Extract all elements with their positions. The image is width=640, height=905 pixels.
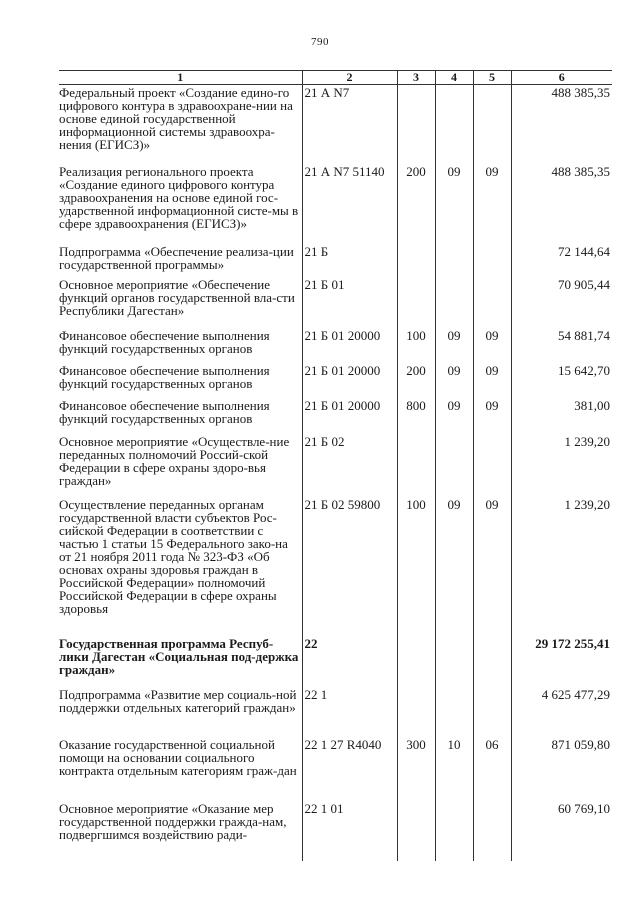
row-csr-code: 21 Б 02 59800 xyxy=(302,497,397,636)
row-vr-code: 100 xyxy=(397,497,435,636)
table-row xyxy=(59,687,612,737)
row-csr-code: 21 А N7 51140 xyxy=(302,164,397,244)
row-vr-code xyxy=(397,85,435,164)
row-name: Основное мероприятие «Обеспечение функций органов государственной вла-сти Республики Дагестан» xyxy=(59,276,295,318)
row-vr-code xyxy=(397,687,435,737)
row-vr-code: 200 xyxy=(397,164,435,244)
row-amount: 488 385,35 xyxy=(511,164,612,244)
table-row xyxy=(59,363,612,398)
table-row xyxy=(59,801,612,861)
row-name: Подпрограмма «Развитие мер социаль-ной поддержки отдельных категорий граждан» xyxy=(59,686,297,715)
table-row xyxy=(59,434,612,497)
row-name: Осуществление переданных органам государственной власти субъектов Рос-сийской Федерации в соответствии с частью 1 статьи 15 Федерального зако-на от 21 ноября 2011 года № 323-ФЗ «Об основах охраны здоровья граждан в Российской Федерации» полномочий Российской Федерации в сфере охраны здоровья xyxy=(59,496,288,616)
row-csr-code: 21 Б xyxy=(302,244,397,277)
table-row xyxy=(59,636,612,687)
table-row xyxy=(59,737,612,801)
row-vr-code: 100 xyxy=(397,328,435,363)
row-pr-code xyxy=(473,687,511,737)
row-pr-code: 09 xyxy=(473,398,511,434)
row-name: Финансовое обеспечение выполнения функций государственных органов xyxy=(59,327,270,356)
row-name: Федеральный проект «Создание едино-го цифрового контура в здравоохране-нии на основе единой государственной информационной системы здравоохра-нения (ЕГИСЗ)» xyxy=(59,85,293,152)
row-vr-code: 300 xyxy=(397,737,435,801)
row-rz-code: 09 xyxy=(435,363,473,398)
row-rz-code xyxy=(435,277,473,328)
row-name: Государственная программа Респуб-лики Дагестан «Социальная под-держка граждан» xyxy=(59,635,299,677)
row-csr-code: 21 Б 01 20000 xyxy=(302,328,397,363)
row-pr-code xyxy=(473,85,511,164)
row-csr-code: 21 Б 01 20000 xyxy=(302,398,397,434)
row-amount: 70 905,44 xyxy=(511,277,612,328)
table-row xyxy=(59,244,612,277)
row-vr-code xyxy=(397,801,435,861)
row-csr-code: 21 Б 01 20000 xyxy=(302,363,397,398)
header-col-4: 4 xyxy=(435,71,473,85)
row-rz-code: 09 xyxy=(435,497,473,636)
row-amount: 488 385,35 xyxy=(511,85,612,164)
row-csr-code: 21 Б 02 xyxy=(302,434,397,497)
row-rz-code xyxy=(435,636,473,687)
row-rz-code: 09 xyxy=(435,398,473,434)
table-header-row xyxy=(59,71,612,85)
budget-table xyxy=(59,70,612,861)
row-pr-code: 06 xyxy=(473,737,511,801)
row-csr-code: 22 1 01 xyxy=(302,801,397,861)
row-pr-code xyxy=(473,244,511,277)
table-row xyxy=(59,398,612,434)
row-amount: 381,00 xyxy=(511,398,612,434)
row-vr-code: 200 xyxy=(397,363,435,398)
row-pr-code: 09 xyxy=(473,363,511,398)
row-amount: 72 144,64 xyxy=(511,244,612,277)
row-amount: 1 239,20 xyxy=(511,434,612,497)
row-amount: 54 881,74 xyxy=(511,328,612,363)
page-number: 790 xyxy=(311,36,329,48)
table-row xyxy=(59,85,612,164)
row-pr-code xyxy=(473,434,511,497)
row-csr-code: 21 Б 01 xyxy=(302,277,397,328)
row-pr-code xyxy=(473,636,511,687)
header-col-5: 5 xyxy=(473,71,511,85)
row-rz-code xyxy=(435,85,473,164)
row-amount: 60 769,10 xyxy=(511,801,612,861)
row-rz-code xyxy=(435,434,473,497)
header-col-3: 3 xyxy=(397,71,435,85)
row-name: Оказание государственной социальной помощи на основании социального контракта отдельным категориям граж-дан xyxy=(59,736,297,778)
row-pr-code xyxy=(473,277,511,328)
row-rz-code xyxy=(435,801,473,861)
row-rz-code: 10 xyxy=(435,737,473,801)
table-row xyxy=(59,497,612,636)
row-name: Реализация регионального проекта «Создание единого цифрового контура здравоохранения на основе единой гос-ударственной информационной систе-мы в сфере здравоохранения (ЕГИСЗ)» xyxy=(59,163,299,231)
table-row xyxy=(59,277,612,328)
row-name: Основное мероприятие «Осуществле-ние переданных полномочий Россий-ской Федерации в сфере охраны здоро-вья граждан» xyxy=(59,433,290,488)
row-amount: 871 059,80 xyxy=(511,737,612,801)
row-csr-code: 22 1 27 R4040 xyxy=(302,737,397,801)
row-rz-code: 09 xyxy=(435,328,473,363)
header-col-6: 6 xyxy=(511,71,612,85)
header-col-1: 1 xyxy=(59,71,302,85)
row-pr-code: 09 xyxy=(473,497,511,636)
row-amount: 15 642,70 xyxy=(511,363,612,398)
row-rz-code xyxy=(435,687,473,737)
row-name: Финансовое обеспечение выполнения функций государственных органов xyxy=(59,397,270,426)
row-name: Основное мероприятие «Оказание мер государственной поддержки гражда-нам, подвергшимся воздействию ради- xyxy=(59,800,287,842)
row-vr-code: 800 xyxy=(397,398,435,434)
row-vr-code xyxy=(397,636,435,687)
row-pr-code: 09 xyxy=(473,328,511,363)
row-amount: 29 172 255,41 xyxy=(511,636,612,687)
row-vr-code xyxy=(397,434,435,497)
row-amount: 1 239,20 xyxy=(511,497,612,636)
row-vr-code xyxy=(397,277,435,328)
row-csr-code: 22 xyxy=(302,636,397,687)
row-rz-code: 09 xyxy=(435,164,473,244)
row-csr-code: 21 А N7 xyxy=(302,85,397,164)
row-csr-code: 22 1 xyxy=(302,687,397,737)
row-vr-code xyxy=(397,244,435,277)
table-row xyxy=(59,164,612,244)
row-name: Подпрограмма «Обеспечение реализа-ции государственной программы» xyxy=(59,243,294,272)
row-amount: 4 625 477,29 xyxy=(511,687,612,737)
row-pr-code xyxy=(473,801,511,861)
row-rz-code xyxy=(435,244,473,277)
row-name: Финансовое обеспечение выполнения функций государственных органов xyxy=(59,362,270,391)
header-col-2: 2 xyxy=(302,71,397,85)
table-row xyxy=(59,328,612,363)
row-pr-code: 09 xyxy=(473,164,511,244)
